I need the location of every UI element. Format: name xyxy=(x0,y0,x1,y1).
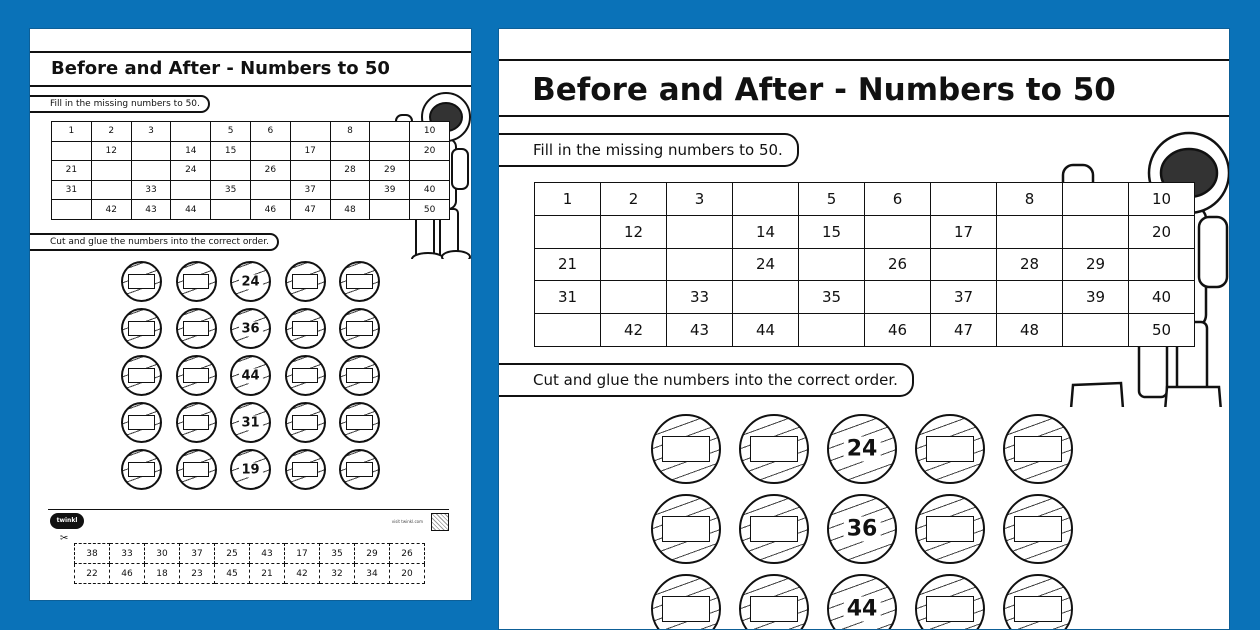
cut-out-number: 32 xyxy=(320,564,355,584)
grid-row xyxy=(52,122,450,142)
planet-answer-box xyxy=(750,516,798,542)
grid-cell: 42 xyxy=(91,200,131,220)
planet-grid-small xyxy=(121,261,380,490)
planet-icon xyxy=(285,355,326,396)
planet-number: 19 xyxy=(238,462,262,477)
cut-row xyxy=(75,544,425,564)
planet-icon xyxy=(176,402,217,443)
grid-cell xyxy=(1063,215,1129,248)
fill-instruction: Fill in the missing numbers to 50. xyxy=(499,133,799,167)
planet-icon xyxy=(651,414,721,484)
grid-row xyxy=(535,281,1195,314)
grid-cell: 2 xyxy=(91,122,131,142)
planet-answer-box xyxy=(292,462,319,477)
planet-icon xyxy=(651,494,721,564)
grid-cell: 46 xyxy=(865,314,931,347)
grid-cell xyxy=(250,180,290,200)
grid-cell: 44 xyxy=(171,200,211,220)
cut-out-number: 34 xyxy=(355,564,390,584)
planet-icon xyxy=(827,494,897,564)
grid-cell xyxy=(171,122,211,142)
planet-icon xyxy=(285,261,326,302)
grid-cell: 33 xyxy=(131,180,171,200)
grid-cell: 14 xyxy=(733,215,799,248)
planet-icon xyxy=(827,574,897,630)
cut-out-number: 29 xyxy=(355,544,390,564)
grid-cell: 47 xyxy=(931,314,997,347)
planet-icon xyxy=(230,449,271,490)
grid-cell: 5 xyxy=(211,122,251,142)
cut-out-number: 38 xyxy=(75,544,110,564)
footer-url: visit twinkl.com xyxy=(391,519,423,524)
grid-cell: 3 xyxy=(131,122,171,142)
planet-icon xyxy=(651,574,721,630)
planet-icon xyxy=(915,414,985,484)
grid-cell: 42 xyxy=(601,314,667,347)
grid-row xyxy=(52,141,450,161)
planet-answer-box xyxy=(346,274,373,289)
planet-answer-box xyxy=(1014,436,1062,462)
grid-cell xyxy=(733,183,799,216)
planet-number: 24 xyxy=(844,437,881,462)
planet-number: 24 xyxy=(238,274,262,289)
grid-cell: 35 xyxy=(799,281,865,314)
grid-cell xyxy=(931,248,997,281)
planet-number: 36 xyxy=(238,321,262,336)
grid-cell: 3 xyxy=(667,183,733,216)
hundred-square-large xyxy=(534,182,1195,347)
grid-cell: 10 xyxy=(1129,183,1195,216)
grid-cell: 14 xyxy=(171,141,211,161)
cut-out-number: 25 xyxy=(215,544,250,564)
planet-answer-box xyxy=(1014,516,1062,542)
grid-cell xyxy=(865,215,931,248)
grid-cell: 6 xyxy=(250,122,290,142)
planet-number: 36 xyxy=(844,517,881,542)
grid-cell: 28 xyxy=(330,161,370,181)
grid-cell xyxy=(131,141,171,161)
grid-row xyxy=(535,183,1195,216)
planet-answer-box xyxy=(926,436,974,462)
planet-answer-box xyxy=(662,596,710,622)
grid-row xyxy=(535,248,1195,281)
twinkl-logo: twinkl xyxy=(50,513,84,529)
grid-cell: 28 xyxy=(997,248,1063,281)
planet-icon xyxy=(285,449,326,490)
worksheet-title: Before and After - Numbers to 50 xyxy=(499,59,1229,117)
planet-icon xyxy=(739,574,809,630)
planet-icon xyxy=(915,574,985,630)
grid-cell: 2 xyxy=(601,183,667,216)
grid-cell xyxy=(171,180,211,200)
cut-out-number: 26 xyxy=(390,544,425,564)
planet-answer-box xyxy=(128,462,155,477)
grid-cell xyxy=(370,122,410,142)
planet-answer-box xyxy=(292,321,319,336)
grid-cell xyxy=(667,215,733,248)
grid-cell: 20 xyxy=(410,141,450,161)
planet-answer-box xyxy=(292,415,319,430)
grid-cell: 50 xyxy=(1129,314,1195,347)
grid-cell: 37 xyxy=(931,281,997,314)
cut-out-number: 33 xyxy=(110,544,145,564)
cut-out-number: 45 xyxy=(215,564,250,584)
scissors-icon: ✂ xyxy=(60,533,69,544)
cut-out-number: 37 xyxy=(180,544,215,564)
grid-cell: 15 xyxy=(211,141,251,161)
grid-cell: 43 xyxy=(667,314,733,347)
planet-answer-box xyxy=(662,436,710,462)
planet-icon xyxy=(1003,494,1073,564)
grid-cell: 43 xyxy=(131,200,171,220)
grid-cell xyxy=(799,248,865,281)
fill-instruction: Fill in the missing numbers to 50. xyxy=(30,95,210,113)
grid-cell: 33 xyxy=(667,281,733,314)
cut-out-number: 18 xyxy=(145,564,180,584)
grid-cell: 21 xyxy=(535,248,601,281)
grid-row xyxy=(52,180,450,200)
planet-answer-box xyxy=(183,368,210,383)
grid-cell xyxy=(1063,314,1129,347)
planet-answer-box xyxy=(926,516,974,542)
planet-icon xyxy=(121,308,162,349)
planet-answer-box xyxy=(183,321,210,336)
planet-number: 31 xyxy=(238,415,262,430)
grid-cell xyxy=(91,180,131,200)
grid-cell: 6 xyxy=(865,183,931,216)
planet-answer-box xyxy=(750,596,798,622)
grid-cell xyxy=(91,161,131,181)
planet-answer-box xyxy=(750,436,798,462)
cut-out-number: 46 xyxy=(110,564,145,584)
grid-cell xyxy=(667,248,733,281)
grid-cell: 1 xyxy=(52,122,92,142)
cut-instruction: Cut and glue the numbers into the correct order. xyxy=(499,363,914,397)
grid-cell xyxy=(535,314,601,347)
grid-cell: 46 xyxy=(250,200,290,220)
cut-out-strip xyxy=(74,543,425,584)
planet-icon xyxy=(176,449,217,490)
grid-cell xyxy=(601,281,667,314)
cut-row xyxy=(75,564,425,584)
grid-cell: 39 xyxy=(370,180,410,200)
grid-cell xyxy=(799,314,865,347)
worksheet-title: Before and After - Numbers to 50 xyxy=(30,51,471,87)
grid-cell: 48 xyxy=(997,314,1063,347)
cut-out-number: 43 xyxy=(250,544,285,564)
grid-cell: 40 xyxy=(1129,281,1195,314)
cut-out-number: 23 xyxy=(180,564,215,584)
badge-icon xyxy=(431,513,449,531)
grid-cell xyxy=(330,180,370,200)
grid-cell: 12 xyxy=(601,215,667,248)
planet-answer-box xyxy=(183,462,210,477)
grid-cell: 8 xyxy=(330,122,370,142)
hundred-square-small xyxy=(51,121,450,220)
grid-cell xyxy=(211,200,251,220)
grid-cell: 15 xyxy=(799,215,865,248)
grid-cell: 20 xyxy=(1129,215,1195,248)
planet-icon xyxy=(176,308,217,349)
grid-cell xyxy=(1129,248,1195,281)
planet-answer-box xyxy=(183,415,210,430)
planet-icon xyxy=(739,414,809,484)
planet-icon xyxy=(176,355,217,396)
planet-icon xyxy=(1003,574,1073,630)
grid-cell xyxy=(370,200,410,220)
planet-icon xyxy=(827,414,897,484)
grid-cell xyxy=(865,281,931,314)
grid-cell: 8 xyxy=(997,183,1063,216)
grid-cell xyxy=(997,281,1063,314)
grid-cell: 37 xyxy=(290,180,330,200)
planet-icon xyxy=(121,355,162,396)
grid-cell xyxy=(52,200,92,220)
planet-icon xyxy=(230,355,271,396)
grid-cell: 40 xyxy=(410,180,450,200)
planet-answer-box xyxy=(292,274,319,289)
grid-cell: 47 xyxy=(290,200,330,220)
planet-grid-large xyxy=(651,414,1073,630)
cut-out-number: 42 xyxy=(285,564,320,584)
planet-answer-box xyxy=(346,368,373,383)
grid-cell: 29 xyxy=(1063,248,1129,281)
planet-answer-box xyxy=(128,415,155,430)
planet-answer-box xyxy=(128,368,155,383)
grid-cell: 1 xyxy=(535,183,601,216)
grid-cell xyxy=(211,161,251,181)
planet-answer-box xyxy=(1014,596,1062,622)
grid-cell: 48 xyxy=(330,200,370,220)
grid-row xyxy=(52,200,450,220)
planet-number: 44 xyxy=(844,597,881,622)
grid-cell xyxy=(131,161,171,181)
planet-icon xyxy=(230,308,271,349)
cut-out-number: 35 xyxy=(320,544,355,564)
planet-icon xyxy=(121,449,162,490)
grid-cell xyxy=(601,248,667,281)
grid-cell: 24 xyxy=(733,248,799,281)
grid-cell: 21 xyxy=(52,161,92,181)
grid-cell xyxy=(733,281,799,314)
grid-cell xyxy=(535,215,601,248)
planet-icon xyxy=(230,402,271,443)
planet-icon xyxy=(121,402,162,443)
planet-answer-box xyxy=(926,596,974,622)
planet-number: 44 xyxy=(238,368,262,383)
grid-cell xyxy=(52,141,92,161)
grid-cell xyxy=(250,141,290,161)
grid-cell xyxy=(1063,183,1129,216)
planet-answer-box xyxy=(183,274,210,289)
planet-icon xyxy=(339,308,380,349)
planet-icon xyxy=(915,494,985,564)
planet-icon xyxy=(285,308,326,349)
grid-cell: 10 xyxy=(410,122,450,142)
grid-cell: 31 xyxy=(535,281,601,314)
grid-cell: 44 xyxy=(733,314,799,347)
grid-cell xyxy=(410,161,450,181)
planet-answer-box xyxy=(128,274,155,289)
cut-instruction: Cut and glue the numbers into the correct order. xyxy=(30,233,279,251)
planet-icon xyxy=(339,261,380,302)
cut-out-number: 21 xyxy=(250,564,285,584)
planet-icon xyxy=(176,261,217,302)
cut-out-number: 20 xyxy=(390,564,425,584)
grid-cell: 35 xyxy=(211,180,251,200)
grid-row xyxy=(535,314,1195,347)
planet-icon xyxy=(739,494,809,564)
planet-icon xyxy=(1003,414,1073,484)
grid-row xyxy=(52,161,450,181)
grid-cell: 5 xyxy=(799,183,865,216)
worksheet-preview-large xyxy=(498,28,1230,630)
grid-row xyxy=(535,215,1195,248)
grid-cell: 24 xyxy=(171,161,211,181)
grid-cell: 31 xyxy=(52,180,92,200)
planet-icon xyxy=(339,449,380,490)
grid-cell xyxy=(997,215,1063,248)
cut-out-number: 17 xyxy=(285,544,320,564)
grid-cell: 26 xyxy=(865,248,931,281)
cut-out-number: 22 xyxy=(75,564,110,584)
planet-icon xyxy=(339,355,380,396)
planet-icon xyxy=(285,402,326,443)
grid-cell: 12 xyxy=(91,141,131,161)
worksheet-preview-small xyxy=(29,28,472,601)
grid-cell: 29 xyxy=(370,161,410,181)
grid-cell xyxy=(290,122,330,142)
grid-cell: 39 xyxy=(1063,281,1129,314)
planet-icon xyxy=(339,402,380,443)
planet-answer-box xyxy=(346,415,373,430)
planet-answer-box xyxy=(128,321,155,336)
cut-out-number: 30 xyxy=(145,544,180,564)
footer-divider xyxy=(48,509,449,510)
planet-icon xyxy=(230,261,271,302)
planet-answer-box xyxy=(662,516,710,542)
grid-cell xyxy=(290,161,330,181)
planet-answer-box xyxy=(346,321,373,336)
grid-cell xyxy=(330,141,370,161)
planet-icon xyxy=(121,261,162,302)
grid-cell xyxy=(370,141,410,161)
grid-cell xyxy=(931,183,997,216)
grid-cell: 17 xyxy=(290,141,330,161)
grid-cell: 50 xyxy=(410,200,450,220)
planet-answer-box xyxy=(292,368,319,383)
grid-cell: 26 xyxy=(250,161,290,181)
planet-answer-box xyxy=(346,462,373,477)
grid-cell: 17 xyxy=(931,215,997,248)
